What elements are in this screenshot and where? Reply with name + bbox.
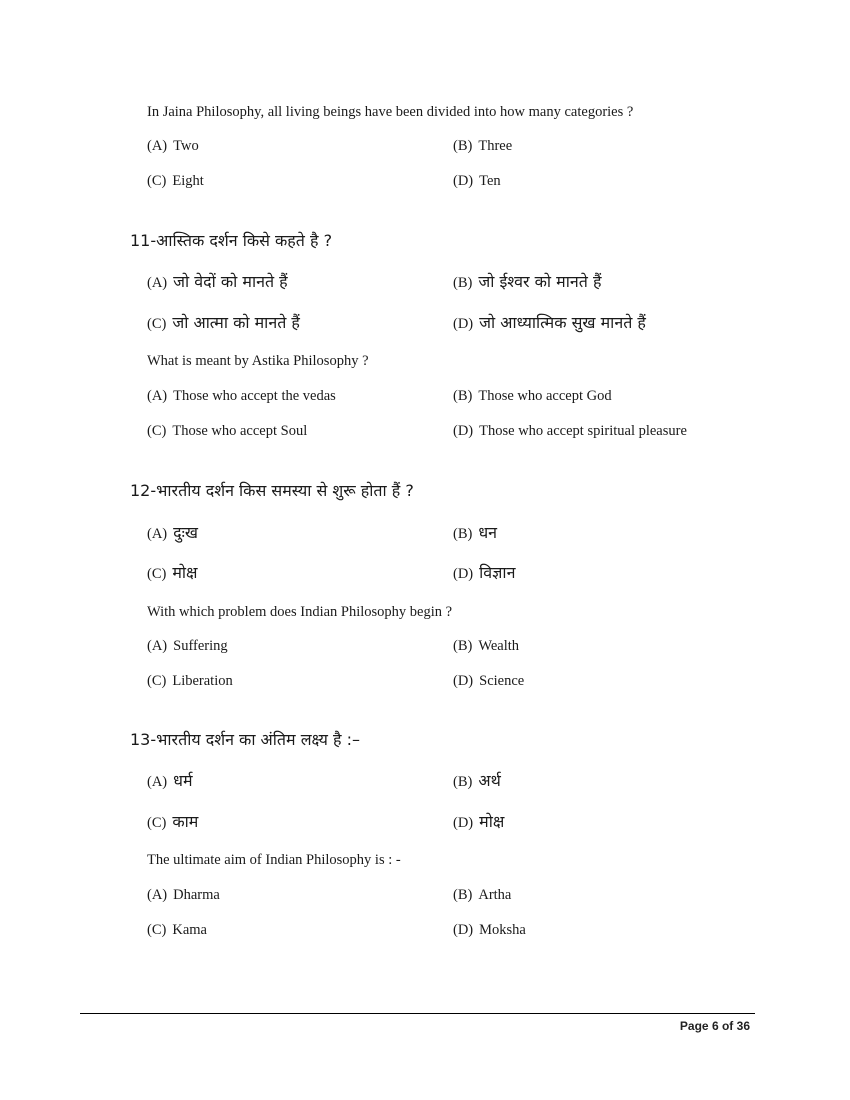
option-text: Artha (478, 887, 512, 903)
option-text: Those who accept spiritual pleasure (479, 423, 687, 439)
q12-en-option-b (453, 637, 519, 655)
q13-en-question: The ultimate aim of Indian Philosophy is : - (147, 852, 401, 868)
q13-hi-option-b (453, 770, 501, 793)
option-key: (C) (147, 673, 167, 689)
option-text: जो ईश्वर को मानते हैं (478, 272, 602, 291)
option-key: (D) (453, 423, 474, 439)
q11-hi-question: 11-आस्तिक दर्शन किसे कहते है ? (130, 231, 333, 250)
option-text: दुःख (173, 523, 198, 542)
page-number: 6 (711, 1019, 719, 1033)
q13-hi-option-c (147, 811, 198, 834)
q10-en-question: In Jaina Philosophy, all living beings have been divided into how many categories ? (147, 104, 634, 120)
option-key: (A) (147, 638, 168, 654)
q11-hi-option-d (453, 312, 646, 335)
q11-en-option-a (147, 387, 336, 405)
option-key: (A) (147, 388, 168, 404)
q13-en-option-a (147, 886, 220, 904)
option-text: विज्ञान (479, 563, 516, 582)
option-key: (D) (453, 673, 474, 689)
option-text: Science (479, 673, 525, 689)
q11-hi-option-a (147, 271, 288, 294)
option-text: जो आध्यात्मिक सुख मानते हैं (479, 313, 646, 332)
option-text: Two (173, 138, 199, 154)
option-text: धन (478, 523, 498, 542)
q13-hi-option-a (147, 770, 193, 793)
q12-hi-option-c (147, 562, 198, 585)
q10-en-option-a (147, 137, 199, 155)
q11-en-option-b (453, 387, 612, 405)
q12-en-option-c (147, 672, 233, 690)
q12-hi-question: 12-भारतीय दर्शन किस समस्या से शुरू होता हैं ? (130, 481, 414, 500)
option-text: काम (172, 812, 199, 831)
option-text: Three (478, 138, 513, 154)
option-key: (C) (147, 922, 167, 938)
q13-en-option-c (147, 921, 207, 939)
option-key: (D) (453, 566, 474, 582)
option-key: (A) (147, 138, 168, 154)
of-word: of (721, 1019, 734, 1033)
option-key: (A) (147, 774, 168, 790)
q11-hi-option-b (453, 271, 601, 294)
q13-en-option-d (453, 921, 526, 939)
option-text: Eight (172, 173, 204, 189)
q12-hi-option-a (147, 522, 198, 545)
option-text: Liberation (172, 673, 233, 689)
q13-hi-question: 13-भारतीय दर्शन का अंतिम लक्ष्य है :– (130, 730, 361, 749)
page-word: Page (679, 1019, 709, 1033)
option-key: (D) (453, 173, 474, 189)
q12-en-option-d (453, 672, 524, 690)
option-key: (B) (453, 774, 473, 790)
q11-en-option-d (453, 422, 687, 440)
option-key: (A) (147, 887, 168, 903)
option-key: (B) (453, 138, 473, 154)
option-text: Moksha (479, 922, 526, 938)
q12-hi-option-d (453, 562, 515, 585)
option-key: (D) (453, 316, 474, 332)
option-key: (B) (453, 887, 473, 903)
option-text: Dharma (173, 887, 220, 903)
option-text: मोक्ष (172, 563, 198, 582)
option-key: (C) (147, 423, 167, 439)
option-text: Those who accept God (478, 388, 612, 404)
q10-en-option-d (453, 172, 501, 190)
option-text: Ten (479, 173, 501, 189)
q10-en-option-b (453, 137, 512, 155)
option-key: (C) (147, 566, 167, 582)
option-text: जो वेदों को मानते हैं (173, 272, 288, 291)
option-text: जो आत्मा को मानते हैं (172, 313, 300, 332)
q13-en-option-b (453, 886, 511, 904)
q11-en-option-c (147, 422, 307, 440)
option-key: (C) (147, 316, 167, 332)
option-key: (C) (147, 815, 167, 831)
q10-en-option-c (147, 172, 204, 190)
option-key: (B) (453, 638, 473, 654)
option-text: अर्थ (478, 771, 501, 790)
option-text: Those who accept Soul (172, 423, 308, 439)
option-text: Wealth (478, 638, 520, 654)
option-key: (A) (147, 526, 168, 542)
option-key: (B) (453, 526, 473, 542)
footer-divider (80, 1013, 755, 1014)
option-key: (B) (453, 275, 473, 291)
option-text: Suffering (173, 638, 228, 654)
option-key: (D) (453, 815, 474, 831)
q11-en-question: What is meant by Astika Philosophy ? (147, 353, 369, 369)
option-text: मोक्ष (479, 812, 505, 831)
option-key: (B) (453, 388, 473, 404)
q12-en-option-a (147, 637, 228, 655)
option-key: (D) (453, 922, 474, 938)
q11-hi-option-c (147, 312, 300, 335)
q13-hi-option-d (453, 811, 504, 834)
page-footer (680, 1019, 750, 1033)
option-text: धर्म (173, 771, 193, 790)
total-pages: 36 (736, 1019, 750, 1033)
option-text: Those who accept the vedas (173, 388, 336, 404)
q12-en-question: With which problem does Indian Philosophy begin ? (147, 604, 453, 620)
option-key: (A) (147, 275, 168, 291)
option-text: Kama (172, 922, 207, 938)
q12-hi-option-b (453, 522, 497, 545)
option-key: (C) (147, 173, 167, 189)
